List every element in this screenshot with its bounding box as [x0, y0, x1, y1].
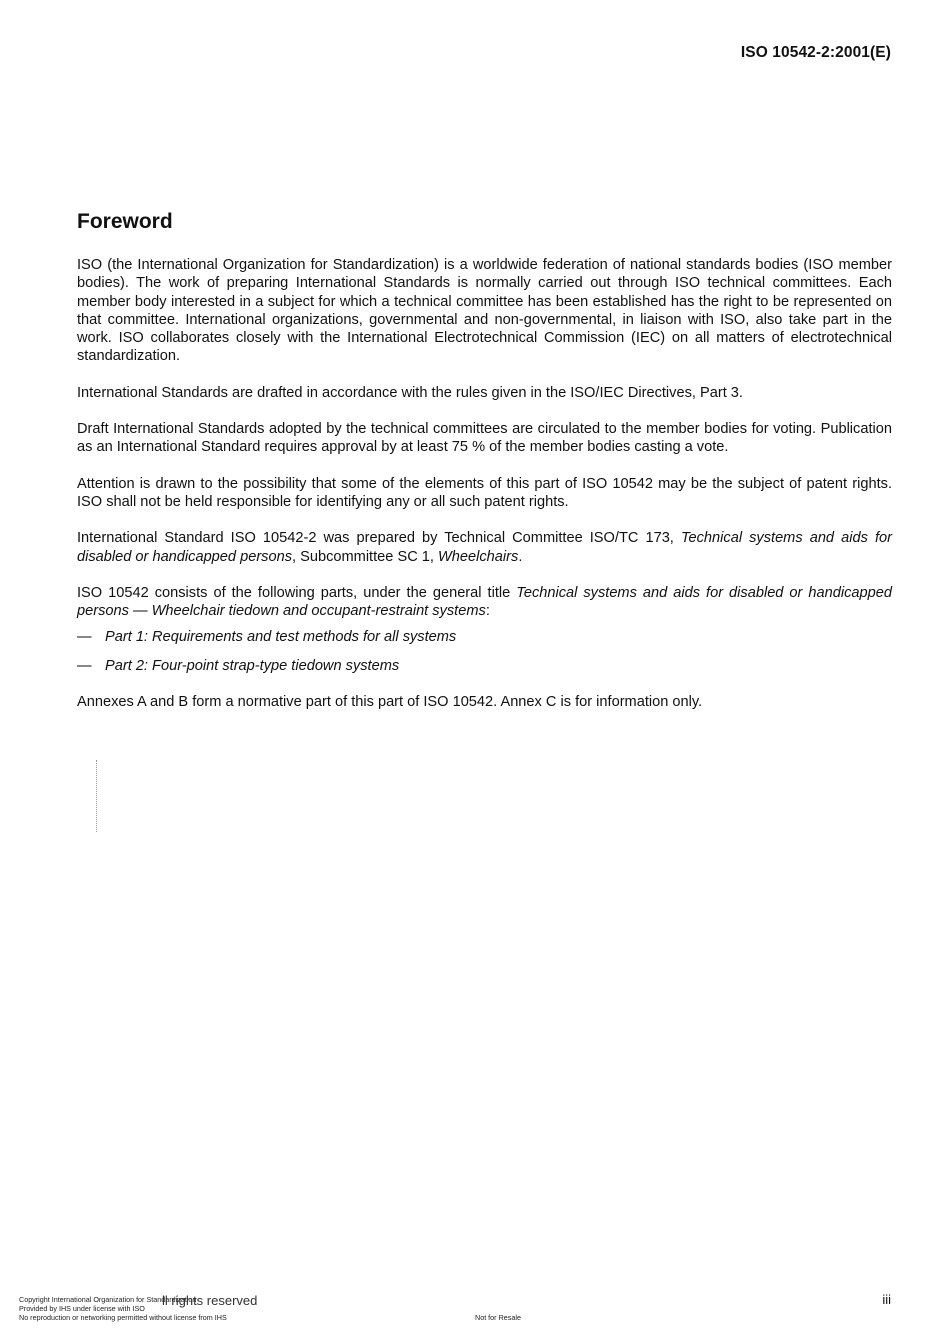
subcommittee-title: Wheelchairs: [438, 548, 519, 565]
list-item: [77, 657, 892, 675]
foreword-body: [77, 256, 892, 729]
list-item: [77, 628, 892, 646]
page-number: iii: [882, 1292, 891, 1307]
not-for-resale: Not for Resale: [475, 1313, 521, 1322]
document-code: ISO 10542-2:2001(E): [740, 44, 891, 61]
rights-reserved: ll rights reserved: [162, 1293, 258, 1308]
page-title: Foreword: [77, 210, 173, 233]
copyright-line: Copyright International Organization for Standardization: [19, 1295, 197, 1304]
paragraph-prepared-by: [77, 529, 892, 566]
part-2-title: Part 2: Four-point strap-type tiedown systems: [105, 657, 400, 674]
dash-bullet: —: [77, 629, 92, 646]
dash-bullet: —: [77, 657, 92, 674]
prepared-mid: , Subcommittee SC 1,: [292, 548, 439, 565]
license-line: Provided by IHS under license with ISO: [19, 1304, 145, 1313]
paragraph-iso-intro: ISO (the International Organization for Standardization) is a worldwide federation of national standards bodies (ISO member bodies). The work of preparing International Standards is normally carried out through ISO technical committees. Each member body interested in a subject for which a technical committee has been established has the right to be represented on that committee. International organizations, governmental and non-governmental, in liaison with ISO, also take part in the work. ISO collaborates closely with the International Electrotechnical Commission (IEC) on all matters of electrotechnical standardization.: [77, 257, 892, 365]
prepared-prefix: International Standard ISO 10542-2 was prepared by Technical Committee ISO/TC 173,: [77, 530, 681, 547]
parts-intro-suffix: :: [485, 603, 490, 620]
paragraph-directives: International Standards are drafted in accordance with the rules given in the ISO/IEC Directives, Part 3.: [77, 384, 743, 401]
committee-title: Technical systems and aids for disabled or handicapped persons: [77, 530, 892, 565]
paragraph-patent-rights: Attention is drawn to the possibility that some of the elements of this part of ISO 10542 may be the subject of patent rights. ISO shall not be held responsible for identifying any or all such patent rights.: [77, 475, 892, 510]
paragraph-annex-note: Annexes A and B form a normative part of this part of ISO 10542. Annex C is for information only.: [77, 694, 703, 711]
reproduction-line: No reproduction or networking permitted without license from IHS: [19, 1313, 227, 1322]
parts-intro-prefix: ISO 10542 consists of the following parts, under the general title: [77, 584, 517, 601]
dotted-margin-mark: [96, 760, 99, 832]
general-title: Technical systems and aids for disabled or handicapped persons — Wheelchair tiedown and occupant-restraint systems: [77, 584, 892, 620]
part-1-title: Part 1: Requirements and test methods for all systems: [105, 629, 457, 646]
paragraph-parts-intro: [77, 584, 892, 621]
prepared-suffix: .: [518, 548, 523, 565]
paragraph-draft-standards: Draft International Standards adopted by the technical committees are circulated to the member bodies for voting. Publication as an International Standard requires approval by at least 75 % of the member bodies casting a vote.: [77, 421, 892, 456]
